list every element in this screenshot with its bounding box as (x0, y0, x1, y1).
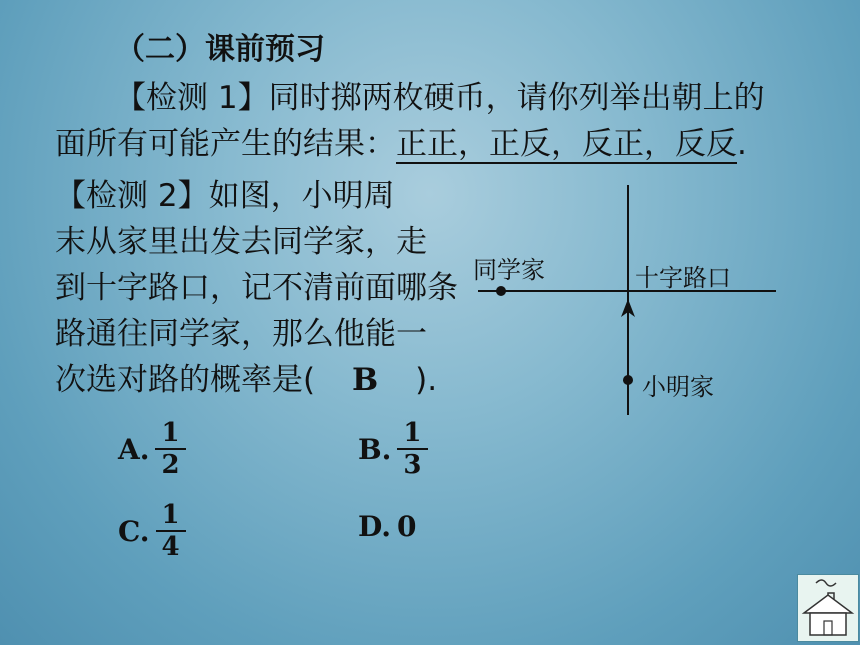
question-2-line: 到十字路口，记不清前面哪条 (55, 270, 458, 306)
option-fraction (397, 418, 427, 480)
option-label: C. (118, 514, 150, 548)
crossroad-diagram-lines (470, 185, 780, 420)
option-d (358, 510, 417, 543)
option-c (118, 500, 186, 562)
option-value: 0 (397, 510, 417, 543)
question-1-line-1: 【检测 1】同时掷两枚硬币，请你列举出朝上的 (115, 80, 765, 116)
option-label: A. (118, 432, 150, 466)
question-2-text (55, 173, 458, 403)
question-2-prefix: 次选对路的概率是( (55, 362, 316, 398)
option-label: B. (358, 432, 392, 466)
question-2-line: 末从家里出发去同学家，走 (55, 224, 427, 260)
classmate-home-dot (496, 286, 506, 296)
question-2-suffix: ). (415, 362, 438, 398)
crossroad-label: 十字路口 (635, 264, 731, 292)
house-thumbnail[interactable] (797, 574, 859, 642)
fraction-numerator: 1 (155, 418, 185, 450)
xiaoming-home-dot (623, 375, 633, 385)
question-2-line: 路通往同学家，那么他能一 (55, 316, 427, 352)
question-1-prefix: 面所有可能产生的结果： (55, 126, 396, 162)
question-1-line-2 (55, 124, 747, 164)
question-1-suffix: . (737, 126, 747, 162)
fraction-denominator: 4 (161, 532, 180, 562)
question-2-last-line (55, 357, 458, 403)
option-a (118, 418, 186, 480)
question-1-answer: 正正，正反，反正，反反 (396, 126, 737, 162)
fraction-denominator: 3 (403, 450, 422, 480)
classmate-home-label: 同学家 (473, 256, 545, 284)
option-fraction (156, 500, 186, 562)
xiaoming-home-label: 小明家 (642, 373, 714, 401)
question-2-answer: B (351, 362, 379, 398)
fraction-numerator: 1 (156, 500, 186, 532)
house-icon (798, 575, 858, 641)
question-2-line: 【检测 2】如图，小明周 (55, 178, 395, 214)
section-heading: （二）课前预习 (115, 32, 325, 67)
option-b (358, 418, 428, 480)
fraction-numerator: 1 (397, 418, 427, 450)
crossroad-diagram (470, 185, 780, 420)
option-fraction (155, 418, 185, 480)
fraction-denominator: 2 (161, 450, 180, 480)
option-label: D. (358, 510, 392, 543)
